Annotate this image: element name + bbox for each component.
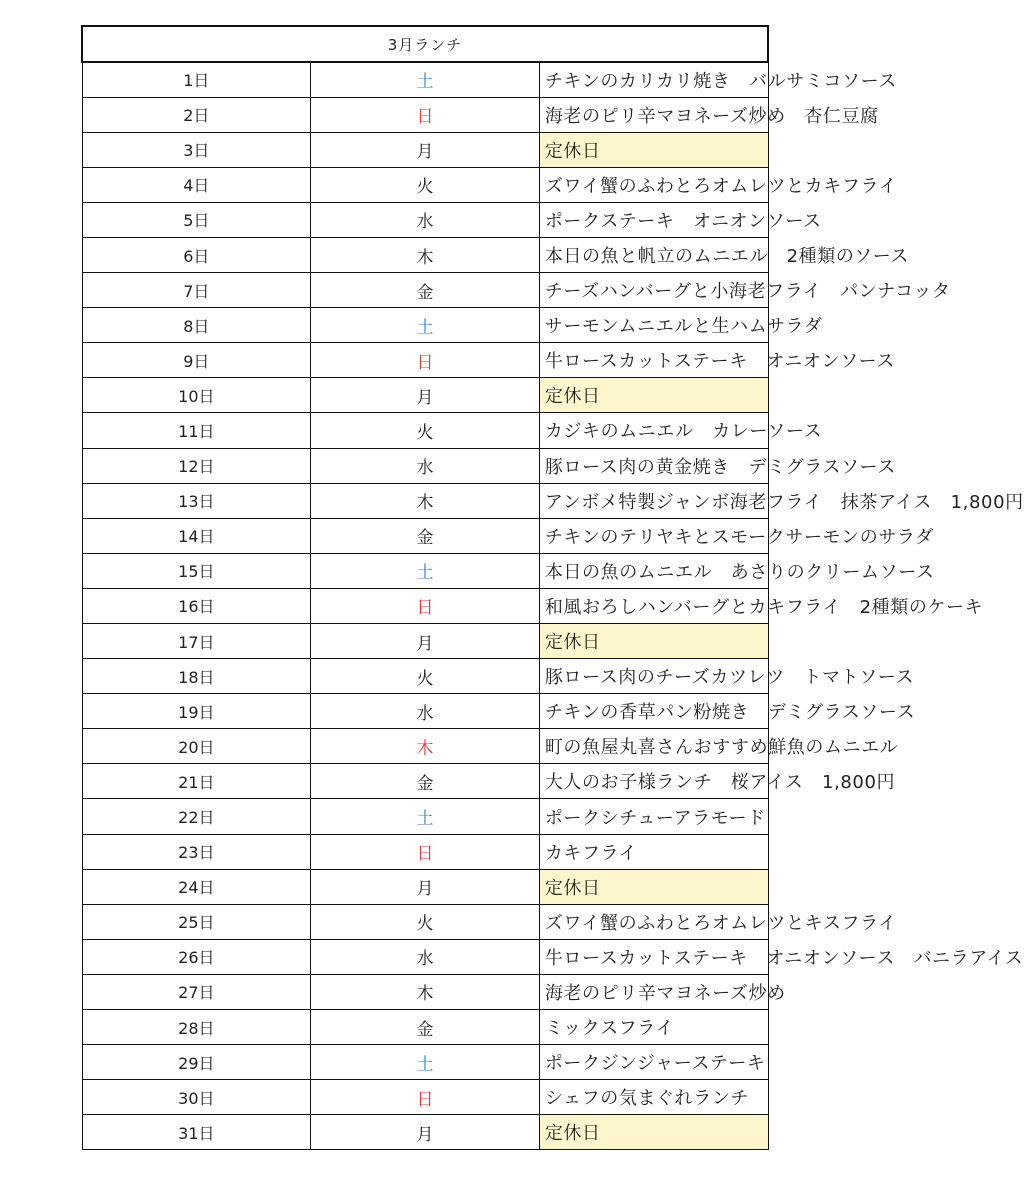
dish-cell: 本日の魚と帆立のムニエル 2種類のソース [539,237,768,272]
menu-row [82,273,768,308]
menu-row [82,1045,768,1080]
date-cell: 15日 [82,553,311,588]
date-cell: 25日 [82,904,311,939]
date-cell: 3日 [82,132,311,167]
dish-cell: 町の魚屋丸喜さんおすすめ鮮魚のムニエル [539,729,768,764]
menu-row [82,202,768,237]
date-cell: 9日 [82,343,311,378]
menu-row [82,694,768,729]
date-cell: 28日 [82,1010,311,1045]
menu-row [82,1010,768,1045]
weekday-cell: 水 [311,202,540,237]
menu-row [82,518,768,553]
weekday-cell: 火 [311,659,540,694]
weekday-cell: 日 [311,834,540,869]
weekday-cell: 金 [311,518,540,553]
date-cell: 6日 [82,237,311,272]
weekday-cell: 金 [311,273,540,308]
date-cell: 10日 [82,378,311,413]
weekday-cell: 水 [311,448,540,483]
menu-rows [82,62,1024,1150]
weekday-cell: 木 [311,974,540,1009]
dish-cell: 本日の魚のムニエル あさりのクリームソース [539,553,768,588]
menu-row [82,483,768,518]
closed-day-cell: 定休日 [539,1115,768,1150]
closed-day-cell: 定休日 [539,869,768,904]
date-cell: 29日 [82,1045,311,1080]
dish-cell: 海老のピリ辛マヨネーズ炒め [539,974,768,1009]
dish-cell: 牛ロースカットステーキ オニオンソース [539,343,768,378]
date-cell: 4日 [82,167,311,202]
dish-cell: ズワイ蟹のふわとろオムレツとカキフライ [539,167,768,202]
date-cell: 8日 [82,308,311,343]
date-cell: 20日 [82,729,311,764]
date-cell: 24日 [82,869,311,904]
menu-title: 3月ランチ [82,26,768,62]
weekday-cell: 月 [311,869,540,904]
menu-row [82,939,768,974]
dish-cell: 牛ロースカットステーキ オニオンソース バニラアイス [539,939,768,974]
menu-row [82,343,768,378]
weekday-cell: 木 [311,729,540,764]
menu-row [82,1115,768,1150]
dish-cell: チキンのテリヤキとスモークサーモンのサラダ [539,518,768,553]
date-cell: 22日 [82,799,311,834]
dish-cell: サーモンムニエルと生ハムサラダ [539,308,768,343]
weekday-cell: 火 [311,413,540,448]
weekday-cell: 木 [311,237,540,272]
weekday-cell: 月 [311,624,540,659]
dish-cell: シェフの気まぐれランチ [539,1080,768,1115]
dish-cell: ズワイ蟹のふわとろオムレツとキスフライ [539,904,768,939]
date-cell: 21日 [82,764,311,799]
weekday-cell: 火 [311,167,540,202]
dish-cell: カジキのムニエル カレーソース [539,413,768,448]
date-cell: 16日 [82,588,311,623]
menu-row [82,904,768,939]
weekday-cell: 木 [311,483,540,518]
weekday-cell: 日 [311,343,540,378]
menu-row [82,553,768,588]
date-cell: 14日 [82,518,311,553]
date-cell: 26日 [82,939,311,974]
weekday-cell: 月 [311,1115,540,1150]
weekday-cell: 土 [311,799,540,834]
menu-row [82,132,768,167]
date-cell: 11日 [82,413,311,448]
menu-row [82,659,768,694]
menu-row [82,834,768,869]
menu-row [82,624,768,659]
weekday-cell: 火 [311,904,540,939]
weekday-cell: 金 [311,1010,540,1045]
weekday-cell: 日 [311,97,540,132]
date-cell: 1日 [82,62,311,97]
menu-row [82,97,768,132]
date-cell: 5日 [82,202,311,237]
dish-cell: ミックスフライ [539,1010,768,1045]
date-cell: 7日 [82,273,311,308]
title-row [82,26,768,62]
menu-row [82,729,768,764]
weekday-cell: 水 [311,939,540,974]
menu-row [82,308,768,343]
dish-cell: ポークシチューアラモード [539,799,768,834]
dish-cell: カキフライ [539,834,768,869]
date-cell: 19日 [82,694,311,729]
dish-cell: 豚ロース肉のチーズカツレツ トマトソース [539,659,768,694]
dish-cell: アンボメ特製ジャンボ海老フライ 抹茶アイス 1,800円 [539,483,768,518]
menu-row [82,799,768,834]
dish-cell: 和風おろしハンバーグとカキフライ 2種類のケーキ [539,588,768,623]
closed-day-cell: 定休日 [539,132,768,167]
weekday-cell: 土 [311,308,540,343]
dish-cell: チキンの香草パン粉焼き デミグラスソース [539,694,768,729]
menu-row [82,764,768,799]
dish-cell: 大人のお子様ランチ 桜アイス 1,800円 [539,764,768,799]
menu-row [82,62,768,97]
weekday-cell: 水 [311,694,540,729]
dish-cell: ポークステーキ オニオンソース [539,202,768,237]
weekday-cell: 土 [311,1045,540,1080]
date-cell: 23日 [82,834,311,869]
dish-cell: チーズハンバーグと小海老フライ パンナコッタ [539,273,768,308]
menu-row [82,974,768,1009]
closed-day-cell: 定休日 [539,378,768,413]
menu-row [82,1080,768,1115]
menu-row [82,413,768,448]
date-cell: 2日 [82,97,311,132]
lunch-menu-table [81,25,1024,1150]
dish-cell: ポークジンジャーステーキ [539,1045,768,1080]
date-cell: 17日 [82,624,311,659]
menu-row [82,588,768,623]
menu-row [82,448,768,483]
dish-cell: チキンのカリカリ焼き バルサミコソース [539,62,768,97]
menu-row [82,237,768,272]
weekday-cell: 土 [311,553,540,588]
weekday-cell: 日 [311,588,540,623]
weekday-cell: 金 [311,764,540,799]
menu-row [82,869,768,904]
dish-cell: 海老のピリ辛マヨネーズ炒め 杏仁豆腐 [539,97,768,132]
weekday-cell: 月 [311,378,540,413]
date-cell: 12日 [82,448,311,483]
date-cell: 30日 [82,1080,311,1115]
weekday-cell: 土 [311,62,540,97]
weekday-cell: 日 [311,1080,540,1115]
menu-row [82,167,768,202]
date-cell: 31日 [82,1115,311,1150]
closed-day-cell: 定休日 [539,624,768,659]
date-cell: 18日 [82,659,311,694]
date-cell: 13日 [82,483,311,518]
date-cell: 27日 [82,974,311,1009]
dish-cell: 豚ロース肉の黄金焼き デミグラスソース [539,448,768,483]
menu-row [82,378,768,413]
weekday-cell: 月 [311,132,540,167]
